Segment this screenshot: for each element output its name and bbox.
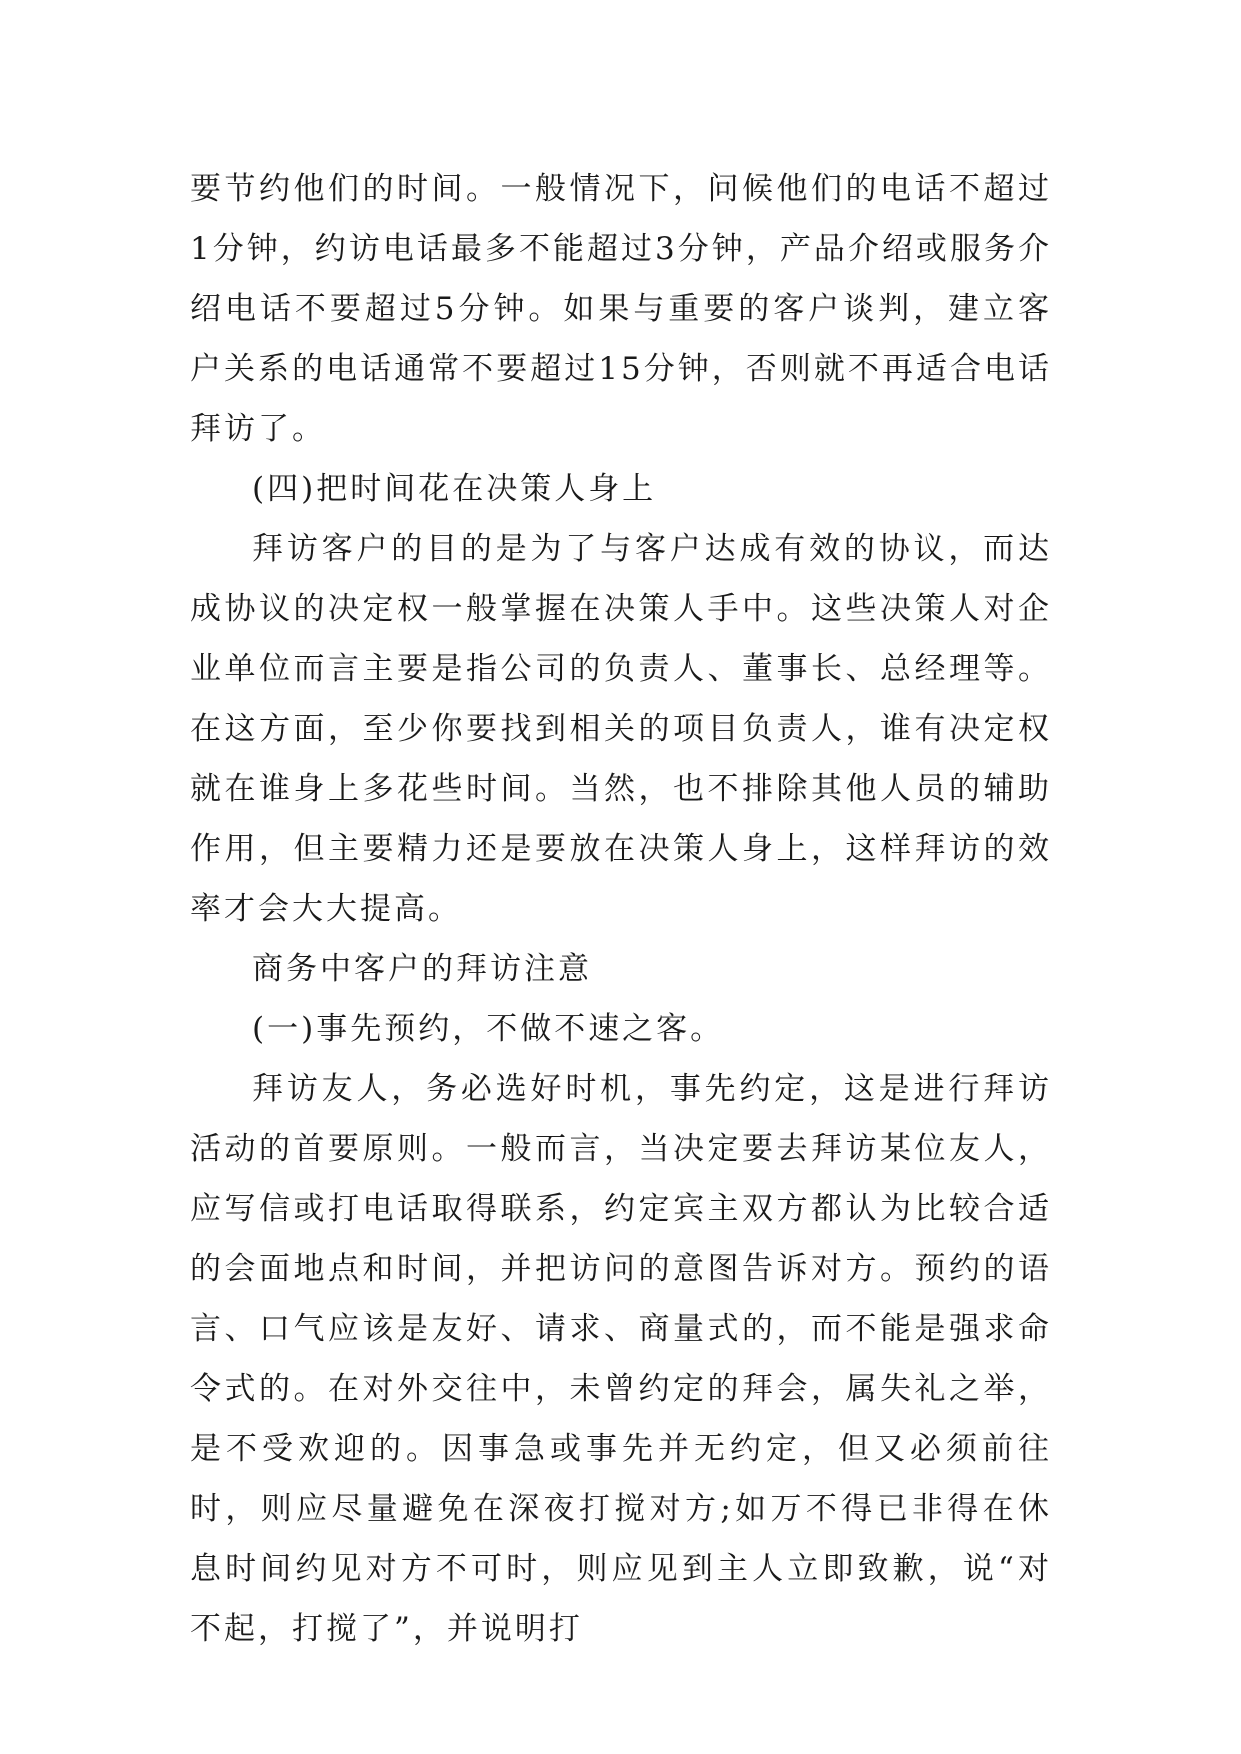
section-heading: 商务中客户的拜访注意 [252, 951, 592, 987]
section-heading: (四)把时间花在决策人身上 [252, 471, 657, 507]
paragraph: 要节约他们的时间。一般情况下，问候他们的电话不超过1分钟，约访电话最多不能超过3分钟，产品介绍或服务介绍电话不要超过5分钟。如果与重要的客户谈判，建立客户关系的电话通常不要超过15分钟，否则就不再适合电话拜访了。 [190, 171, 1052, 447]
paragraph: 拜访友人，务必选好时机，事先约定，这是进行拜访活动的首要原则。一般而言，当决定要去拜访某位友人，应写信或打电话取得联系，约定宾主双方都认为比较合适的会面地点和时间，并把访问的意图告诉对方。预约的语言、口气应该是友好、请求、商量式的，而不能是强求命令式的。在对外交往中，未曾约定的拜会，属失礼之举，是不受欢迎的。因事急或事先并无约定，但又必须前往时，则应尽量避免在深夜打搅对方;如万不得已非得在休息时间约见对方不可时，则应见到主人立即致歉，说“对不起，打搅了”，并说明打 [190, 1071, 1052, 1647]
document-body [190, 159, 1052, 1659]
paragraph: 拜访客户的目的是为了与客户达成有效的协议，而达成协议的决定权一般掌握在决策人手中。这些决策人对企业单位而言主要是指公司的负责人、董事长、总经理等。在这方面，至少你要找到相关的项目负责人，谁有决定权就在谁身上多花些时间。当然，也不排除其他人员的辅助作用，但主要精力还是要放在决策人身上，这样拜访的效率才会大大提高。 [190, 531, 1052, 927]
section-heading: (一)事先预约，不做不速之客。 [252, 1011, 725, 1047]
